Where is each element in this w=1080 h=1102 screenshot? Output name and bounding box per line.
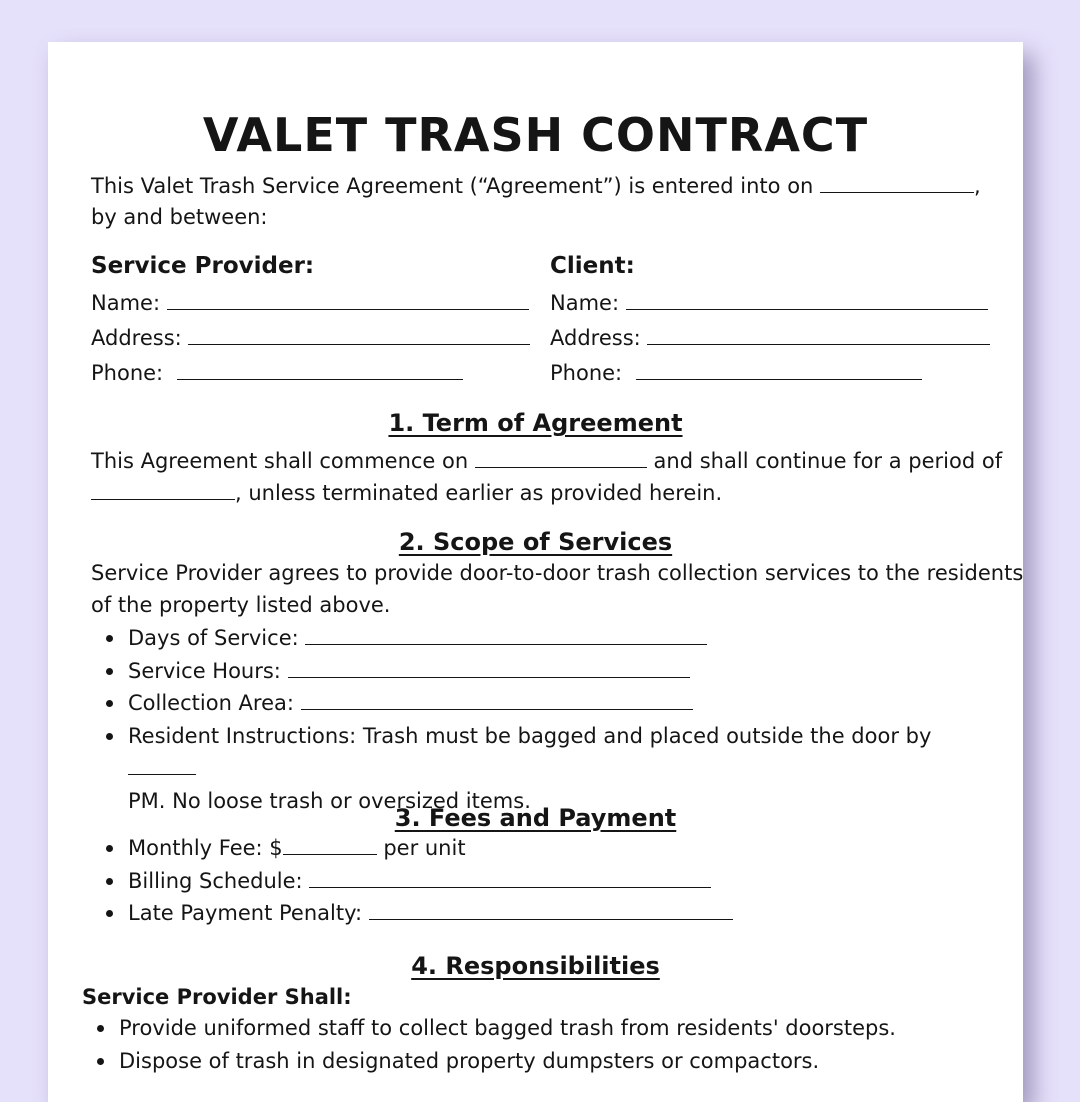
late-penalty-blank[interactable] [369, 899, 733, 920]
section-3-heading: 3. Fees and Payment [394, 804, 677, 832]
agreement-date-blank[interactable] [820, 172, 974, 193]
term-text-c: , unless terminated earlier as provided herein. [235, 481, 723, 505]
client-name-row [550, 287, 988, 319]
collection-area-blank[interactable] [301, 689, 693, 710]
provider-name-blank[interactable] [167, 289, 529, 310]
term-period-blank[interactable] [91, 479, 235, 500]
fees-list [91, 832, 991, 930]
list-item-monthly-fee [91, 832, 991, 865]
section-1-heading: 1. Term of Agreement [388, 409, 683, 437]
scope-line-2: of the property listed above. [91, 593, 391, 617]
list-item-billing [91, 865, 991, 898]
client-phone-label: Phone: [550, 361, 623, 385]
provider-shall-heading: Service Provider Shall: [82, 985, 352, 1009]
instructions-time-blank[interactable] [128, 754, 196, 775]
provider-address-blank[interactable] [188, 324, 530, 345]
list-item: Dispose of trash in designated property dumpsters or compactors. [82, 1045, 1002, 1078]
days-of-service-blank[interactable] [305, 624, 707, 645]
term-line-2 [91, 477, 722, 509]
billing-label: Billing Schedule: [128, 868, 310, 893]
monthly-fee-blank[interactable] [283, 834, 377, 855]
list-item-area [91, 687, 991, 720]
contract-page [48, 42, 1023, 1102]
list-item: Provide uniformed staff to collect bagged trash from residents' doorsteps. [82, 1012, 1002, 1045]
intro-text: This Valet Trash Service Agreement (“Agreement”) is entered into on [91, 174, 821, 198]
list-item-days [91, 622, 991, 655]
client-name-label: Name: [550, 291, 620, 315]
client-address-label: Address: [550, 326, 641, 350]
intro-line-2: by and between: [91, 205, 268, 229]
scope-list [91, 622, 991, 817]
area-label: Collection Area: [128, 691, 301, 715]
provider-phone-label: Phone: [91, 361, 164, 385]
instructions-text-a: Resident Instructions: Trash must be bagged and placed outside the door by [128, 723, 932, 748]
days-label: Days of Service: [128, 626, 306, 650]
client-phone-blank[interactable] [636, 359, 922, 380]
list-item-late-penalty [91, 897, 991, 930]
term-text-b: and shall continue for a period of [646, 449, 1003, 473]
intro-line-1 [91, 170, 981, 202]
provider-name-row [91, 287, 529, 319]
instructions-text-b: PM. No loose trash or oversized items. [128, 788, 531, 813]
term-line-1 [91, 445, 1002, 477]
section-2-heading: 2. Scope of Services [398, 528, 673, 556]
service-provider-heading: Service Provider: [91, 253, 315, 279]
late-label: Late Payment Penalty: [128, 901, 369, 925]
term-text-a: This Agreement shall commence on [91, 449, 475, 473]
document-title: VALET TRASH CONTRACT [202, 108, 869, 162]
hours-label: Service Hours: [128, 658, 288, 683]
section-4-heading: 4. Responsibilities [411, 952, 660, 980]
list-item-hours [91, 655, 991, 688]
fee-text-b: per unit [376, 836, 466, 860]
client-address-row [550, 322, 990, 354]
provider-address-row [91, 322, 530, 354]
provider-phone-blank[interactable] [177, 359, 463, 380]
commence-date-blank[interactable] [475, 447, 647, 468]
billing-schedule-blank[interactable] [309, 867, 711, 888]
provider-address-label: Address: [91, 326, 182, 350]
intro-comma: , [974, 174, 981, 198]
client-phone-row [550, 357, 922, 389]
client-heading: Client: [550, 253, 635, 279]
fee-text-a: Monthly Fee: $ [128, 836, 283, 860]
provider-phone-row [91, 357, 463, 389]
service-hours-blank[interactable] [288, 657, 690, 678]
responsibilities-list [82, 1012, 1002, 1077]
client-address-blank[interactable] [647, 324, 990, 345]
provider-name-label: Name: [91, 291, 161, 315]
scope-line-1: Service Provider agrees to provide door-to-door trash collection services to the residents [91, 561, 1024, 585]
client-name-blank[interactable] [626, 289, 988, 310]
